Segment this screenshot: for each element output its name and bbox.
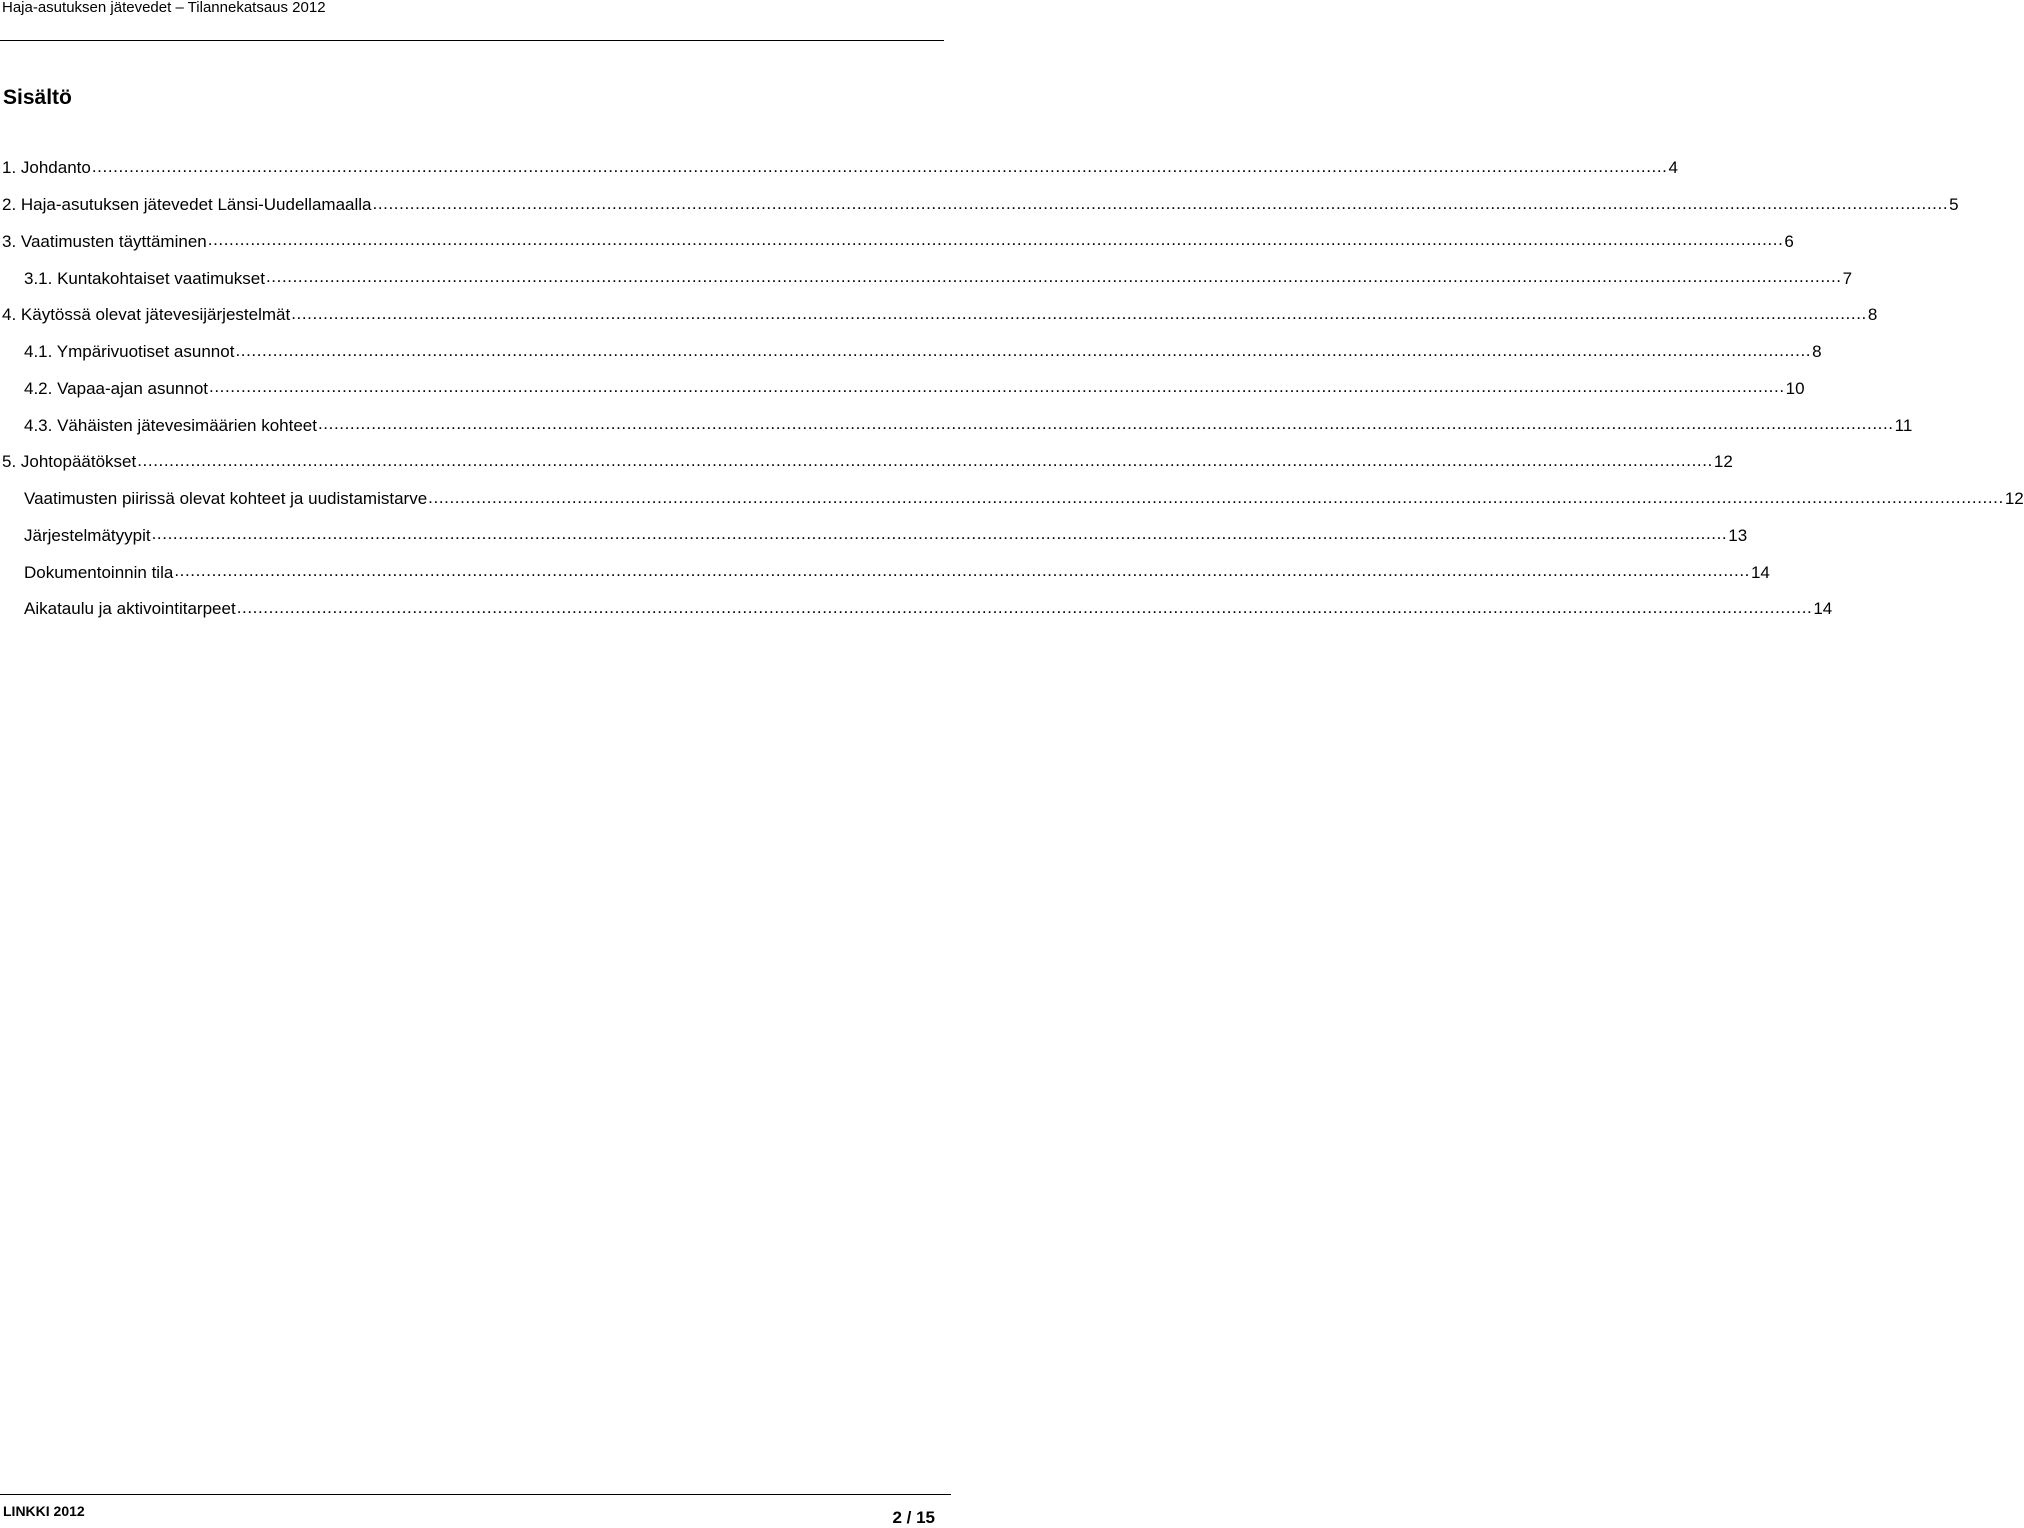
toc-entry-page: 8	[1867, 305, 1878, 325]
toc-entry-page: 5	[1949, 195, 1959, 215]
toc-entry-label: 2. Haja-asutuksen jätevedet Länsi-Uudellamaalla	[2, 195, 372, 215]
toc-entry[interactable]	[0, 591, 1833, 628]
toc-dot-leader	[208, 230, 1784, 260]
toc-entry-label: 4.3. Vähäisten jätevesimäärien kohteet	[24, 415, 317, 435]
toc-entry-label: 4.2. Vapaa-ajan asunnot	[24, 378, 208, 398]
toc-entry-label: 3. Vaatimusten täyttäminen	[2, 231, 207, 251]
toc-dot-leader	[235, 341, 1811, 371]
toc-entry[interactable]	[0, 260, 1853, 297]
toc-dot-leader	[209, 377, 1785, 407]
toc-entry-page: 14	[1813, 599, 1833, 619]
page-footer	[0, 1494, 951, 1527]
toc-dot-leader	[92, 157, 1668, 187]
toc-entry[interactable]	[0, 334, 1822, 371]
toc-entry-label: 1. Johdanto	[2, 158, 91, 178]
page-number: 2 / 15	[892, 1508, 935, 1527]
toc-entry-label: Järjestelmätyypit	[24, 525, 151, 545]
toc-entry-label: 4.1. Ympärivuotiset asunnot	[24, 342, 235, 362]
toc-entry-page: 4	[1668, 158, 1678, 178]
toc-entry-page: 10	[1785, 378, 1805, 398]
toc-entry-label: Dokumentoinnin tila	[24, 562, 174, 582]
toc-entry[interactable]	[0, 518, 1748, 555]
toc-dot-leader	[428, 488, 2004, 518]
toc-dot-leader	[174, 561, 1750, 591]
toc-entry[interactable]	[0, 371, 1805, 408]
toc-entry-page: 13	[1728, 525, 1748, 545]
page-header	[0, 0, 944, 41]
toc-entry-label: Aikataulu ja aktivointitarpeet	[24, 599, 236, 619]
toc-entry[interactable]	[0, 150, 1678, 187]
toc-entry[interactable]	[0, 444, 1733, 481]
toc-entry[interactable]	[0, 554, 1770, 591]
toc-entry[interactable]	[0, 187, 1959, 224]
toc-dot-leader	[237, 598, 1813, 628]
toc-entry-page: 7	[1842, 268, 1853, 288]
toc-entry-label: Vaatimusten piirissä olevat kohteet ja uudistamistarve	[24, 489, 428, 509]
toc-entry-page: 12	[1713, 452, 1733, 472]
toc-entry-page: 12	[2004, 489, 2024, 509]
toc-dot-leader	[137, 451, 1713, 481]
toc-dot-leader	[373, 194, 1949, 224]
toc-entry-label: 4. Käytössä olevat jätevesijärjestelmät	[2, 305, 291, 325]
toc-entry-label: 5. Johtopäätökset	[2, 452, 137, 472]
table-of-contents	[0, 150, 2024, 628]
toc-dot-leader	[291, 304, 1867, 334]
toc-dot-leader	[152, 524, 1728, 554]
toc-dot-leader	[266, 267, 1842, 297]
toc-entry-page: 6	[1784, 231, 1794, 251]
toc-entry[interactable]	[0, 224, 1794, 261]
toc-entry-label: 3.1. Kuntakohtaiset vaatimukset	[24, 268, 265, 288]
toc-title: Sisältö	[3, 86, 72, 109]
header-title: Haja-asutuksen jätevedet – Tilannekatsaus 2012	[2, 0, 326, 16]
toc-entry-page: 14	[1750, 562, 1770, 582]
toc-entry[interactable]	[0, 481, 2024, 518]
toc-entry-page: 8	[1812, 342, 1822, 362]
toc-entry[interactable]	[0, 297, 1878, 334]
footer-label: LINKKI 2012	[3, 1503, 85, 1519]
toc-entry-page: 11	[1894, 415, 1913, 435]
toc-entry[interactable]	[0, 407, 1913, 444]
toc-dot-leader	[318, 414, 1894, 444]
